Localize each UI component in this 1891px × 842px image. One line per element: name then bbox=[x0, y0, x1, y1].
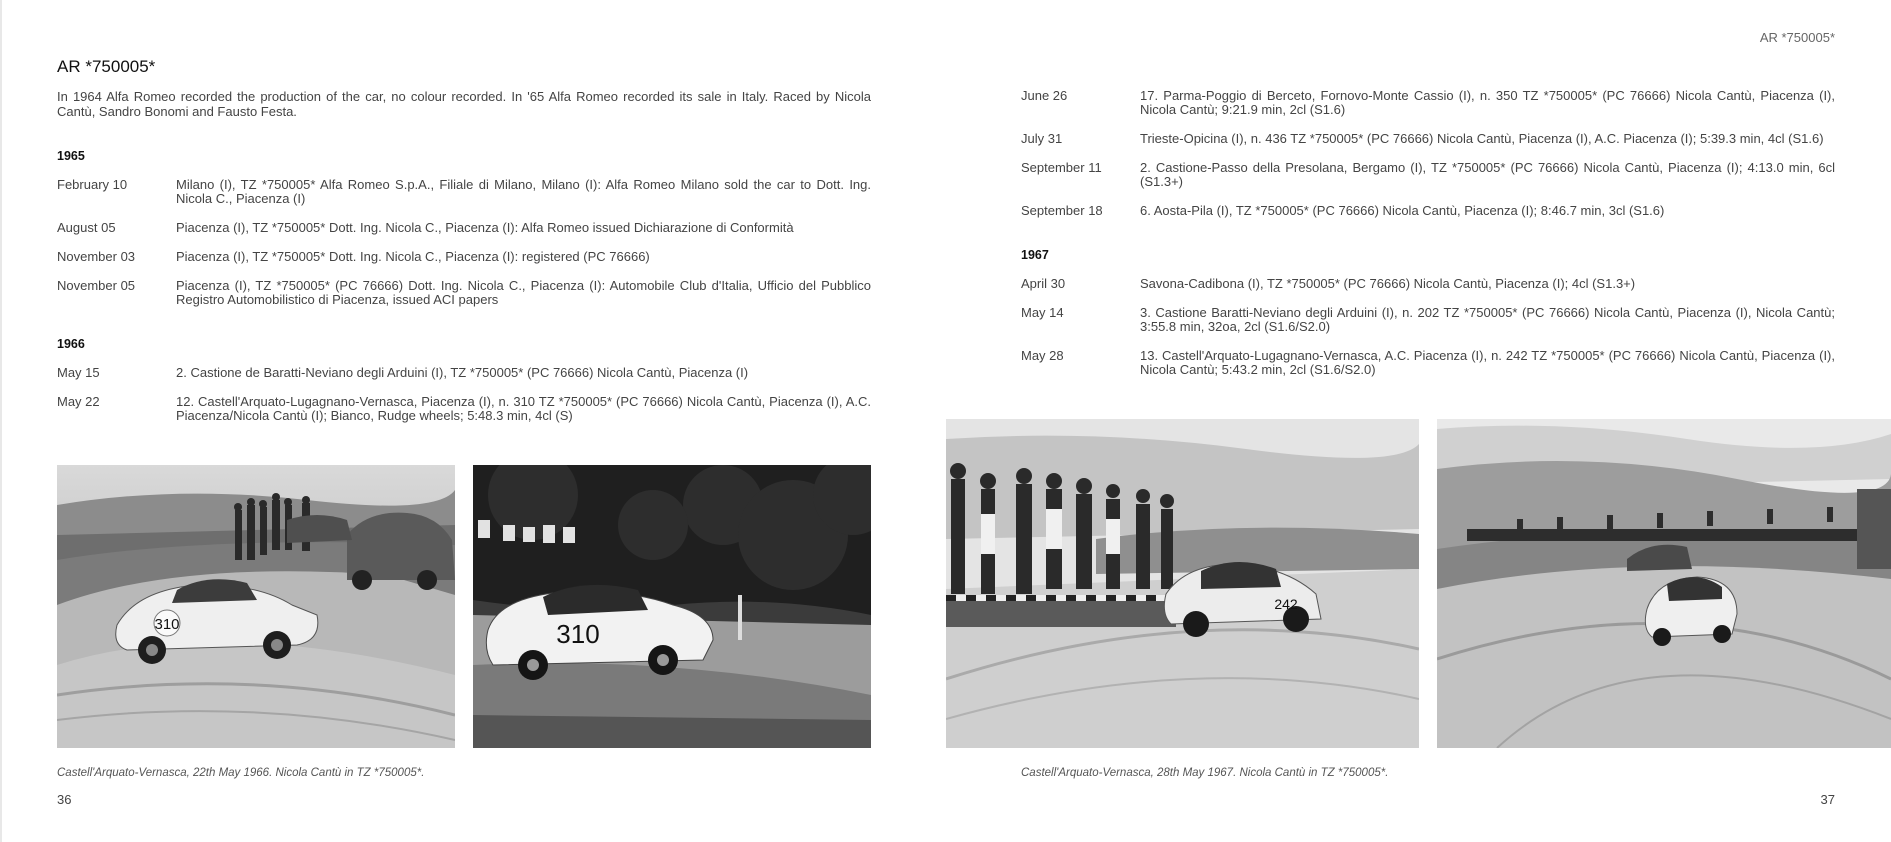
entry-description: 6. Aosta-Pila (I), TZ *750005* (PC 76666) Nicola Cantù, Piacenza (I); 8:46.7 min, 3cl (S1.6) bbox=[1140, 203, 1665, 218]
race-photo-1966-road bbox=[473, 465, 871, 748]
entry-date: May 14 bbox=[1021, 305, 1064, 320]
chronology-entry bbox=[57, 395, 871, 423]
race-photo-1966-corner bbox=[57, 465, 455, 748]
entry-description: 2. Castione-Passo della Presolana, Bergamo (I), TZ *750005* (PC 76666) Nicola Cantù, Piacenza (I); 4:13.0 min, 6cl (S1.3+) bbox=[1140, 160, 1835, 189]
chronology-entry bbox=[57, 250, 871, 264]
running-head: AR *750005* bbox=[1759, 30, 1835, 45]
page-title: AR *750005* bbox=[57, 57, 156, 76]
entry-date: September 11 bbox=[1021, 160, 1102, 175]
chronology-entry bbox=[57, 279, 871, 307]
entry-date: June 26 bbox=[1021, 88, 1068, 103]
chronology-entry bbox=[1021, 306, 1835, 334]
photo-caption-right: Castell'Arquato-Vernasca, 28th May 1967. Nicola Cantù in TZ *750005*. bbox=[1021, 767, 1389, 779]
chronology-left bbox=[57, 149, 871, 438]
chronology-entry bbox=[1021, 132, 1835, 146]
entry-date: April 30 bbox=[1021, 276, 1066, 291]
entry-description: 3. Castione Baratti-Neviano degli Arduini (I), n. 202 TZ *750005* (PC 76666) Nicola Cantù, Piacenza (I), Nicola Cantù; 3:55.8 min, 32oa, 2cl (S1.6/S2.0) bbox=[1140, 305, 1835, 334]
car-number-label: 310 bbox=[154, 616, 180, 633]
chronology-right bbox=[1021, 89, 1835, 392]
page-number-left: 36 bbox=[57, 792, 72, 807]
car-number-label: 242 bbox=[1274, 596, 1298, 612]
entry-date: July 31 bbox=[1021, 131, 1063, 146]
entry-description: Piacenza (I), TZ *750005* Dott. Ing. Nicola C., Piacenza (I): Alfa Romeo issued Dichiarazione di Conformità bbox=[176, 220, 794, 235]
entry-description: Milano (I), TZ *750005* Alfa Romeo S.p.A., Filiale di Milano, Milano (I): Alfa Romeo Milano sold the car to Dott. Ing. Nicola C., Piacenza (I) bbox=[176, 177, 871, 206]
entry-description: 2. Castione de Baratti-Neviano degli Arduini (I), TZ *750005* (PC 76666) Nicola Cantù, Piacenza (I) bbox=[176, 365, 749, 380]
year-heading-1966: 1966 bbox=[57, 337, 85, 351]
page-number-right: 37 bbox=[1820, 792, 1835, 807]
entry-description: Trieste-Opicina (I), n. 436 TZ *750005* (PC 76666) Nicola Cantù, Piacenza (I), A.C. Piacenza (I); 5:39.3 min, 4cl (S1.6) bbox=[1140, 131, 1824, 146]
year-heading-1965: 1965 bbox=[57, 149, 85, 163]
chronology-entry bbox=[57, 178, 871, 206]
entry-date: May 15 bbox=[57, 365, 100, 380]
chronology-entry bbox=[1021, 161, 1835, 189]
chronology-entry bbox=[1021, 204, 1835, 218]
entry-date: May 22 bbox=[57, 394, 100, 409]
photo-caption-left: Castell'Arquato-Vernasca, 22th May 1966. Nicola Cantù in TZ *750005*. bbox=[57, 767, 425, 779]
photo-illustration bbox=[473, 465, 871, 748]
photo-illustration bbox=[946, 419, 1419, 748]
photo-illustration bbox=[1437, 419, 1891, 748]
car-number-label: 310 bbox=[556, 619, 600, 649]
race-photo-1967-crowd bbox=[946, 419, 1419, 748]
entry-description: Piacenza (I), TZ *750005* (PC 76666) Dott. Ing. Nicola C., Piacenza (I): Automobile Club d'Italia, Ufficio del Pubblico Registro Automobilistico di Piacenza, issued ACI papers bbox=[176, 278, 871, 307]
chronology-entry bbox=[1021, 349, 1835, 377]
year-heading-1967: 1967 bbox=[1021, 248, 1049, 262]
intro-paragraph: In 1964 Alfa Romeo recorded the production of the car, no colour recorded. In '65 Alfa Romeo recorded its sale in Italy. Raced by Nicola Cantù, Sandro Bonomi and Fausto Festa. bbox=[57, 89, 871, 119]
chronology-entry bbox=[57, 366, 871, 380]
chronology-entry bbox=[1021, 277, 1835, 291]
entry-description: Piacenza (I), TZ *750005* Dott. Ing. Nicola C., Piacenza (I): registered (PC 76666) bbox=[176, 249, 650, 264]
chronology-entry bbox=[1021, 89, 1835, 117]
entry-date: September 18 bbox=[1021, 203, 1103, 218]
chronology-entry bbox=[57, 221, 871, 235]
photo-illustration bbox=[57, 465, 455, 748]
entry-description: 13. Castell'Arquato-Lugagnano-Vernasca, A.C. Piacenza (I), n. 242 TZ *750005* (PC 76666) Nicola Cantù, Piacenza (I), Nicola Cantù; 5:43.2 min, 2cl (S1.6/S2.0) bbox=[1140, 348, 1835, 377]
entry-date: May 28 bbox=[1021, 348, 1064, 363]
entry-date: February 10 bbox=[57, 177, 128, 192]
entry-date: November 05 bbox=[57, 278, 136, 293]
page-edge bbox=[0, 0, 2, 842]
entry-date: November 03 bbox=[57, 249, 136, 264]
entry-description: Savona-Cadibona (I), TZ *750005* (PC 76666) Nicola Cantù, Piacenza (I); 4cl (S1.3+) bbox=[1140, 276, 1636, 291]
entry-description: 17. Parma-Poggio di Berceto, Fornovo-Monte Cassio (I), n. 350 TZ *750005* (PC 76666) Nicola Cantù, Piacenza (I), Nicola Cantù; 9:21.9 min, 2cl (S1.6) bbox=[1140, 88, 1835, 117]
race-photo-1967-hairpin bbox=[1437, 419, 1891, 748]
entry-date: August 05 bbox=[57, 220, 116, 235]
entry-description: 12. Castell'Arquato-Lugagnano-Vernasca, Piacenza (I), n. 310 TZ *750005* (PC 76666) Nicola Cantù, Piacenza (I), A.C. Piacenza/Nicola Cantù (I); Bianco, Rudge wheels; 5:48.3 min, 4cl (S) bbox=[176, 394, 871, 423]
